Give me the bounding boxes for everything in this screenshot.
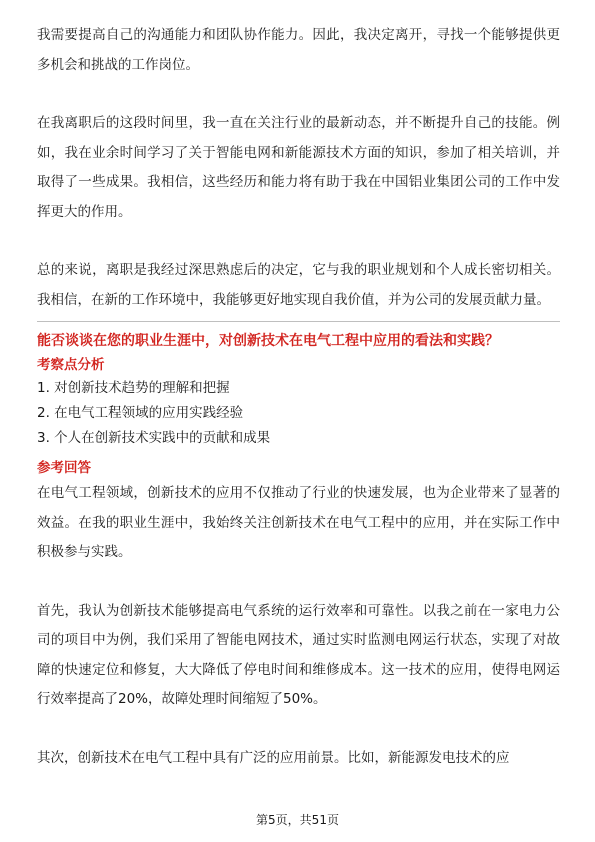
analysis-item: 3. 个人在创新技术实践中的贡献和成果 — [37, 430, 271, 446]
answer-paragraph-2: 首先，我认为创新技术能够提高电气系统的运行效率和可靠性。以我之前在一家电力公司的项目中为例，我们采用了智能电网技术，通过实时监测电网运行状态，实现了对故障的快速定位和修复，大大降低了停电时间和维修成本。这一技术的应用，使得电网运行效率提高了20%，故障处理时间缩短了50%。 — [37, 602, 560, 707]
question-title: 能否谈谈在您的职业生涯中，对创新技术在电气工程中应用的看法和实践？ — [37, 333, 499, 349]
page-number: 第5页，共51页 — [256, 813, 339, 827]
paragraph-gap — [37, 568, 560, 597]
analysis-heading: 考察点分析 — [37, 357, 105, 373]
intro-paragraph-1: 我需要提高自己的沟通能力和团队协作能力。因此，我决定离开，寻找一个能够提供更多机会和挑战的工作岗位。 — [37, 27, 560, 73]
section-divider — [37, 321, 560, 322]
analysis-list — [37, 376, 560, 451]
paragraph-gap — [37, 80, 560, 109]
analysis-item: 1. 对创新技术趋势的理解和把握 — [37, 380, 230, 396]
answer-heading: 参考回答 — [37, 460, 91, 476]
answer-paragraph-1: 在电气工程领域，创新技术的应用不仅推动了行业的快速发展，也为企业带来了显著的效益。在我的职业生涯中，我始终关注创新技术在电气工程中的应用，并在实际工作中积极参与实践。 — [37, 485, 560, 560]
answer-paragraph-3: 其次，创新技术在电气工程中具有广泛的应用前景。比如，新能源发电技术的应 — [37, 749, 510, 766]
paragraph-gap — [37, 715, 560, 744]
document-body — [37, 21, 560, 773]
analysis-item: 2. 在电气工程领域的应用实践经验 — [37, 405, 244, 421]
intro-paragraph-3: 总的来说，离职是我经过深思熟虑后的决定，它与我的职业规划和个人成长密切相关。我相信，在新的工作环境中，我能够更好地实现自我价值，并为公司的发展贡献力量。 — [37, 262, 560, 308]
intro-paragraph-2: 在我离职后的这段时间里，我一直在关注行业的最新动态，并不断提升自己的技能。例如，我在业余时间学习了关于智能电网和新能源技术方面的知识，参加了相关培训，并取得了一些成果。我相信，这些经历和能力将有助于我在中国铝业集团公司的工作中发挥更大的作用。 — [37, 115, 560, 220]
paragraph-gap — [37, 227, 560, 256]
